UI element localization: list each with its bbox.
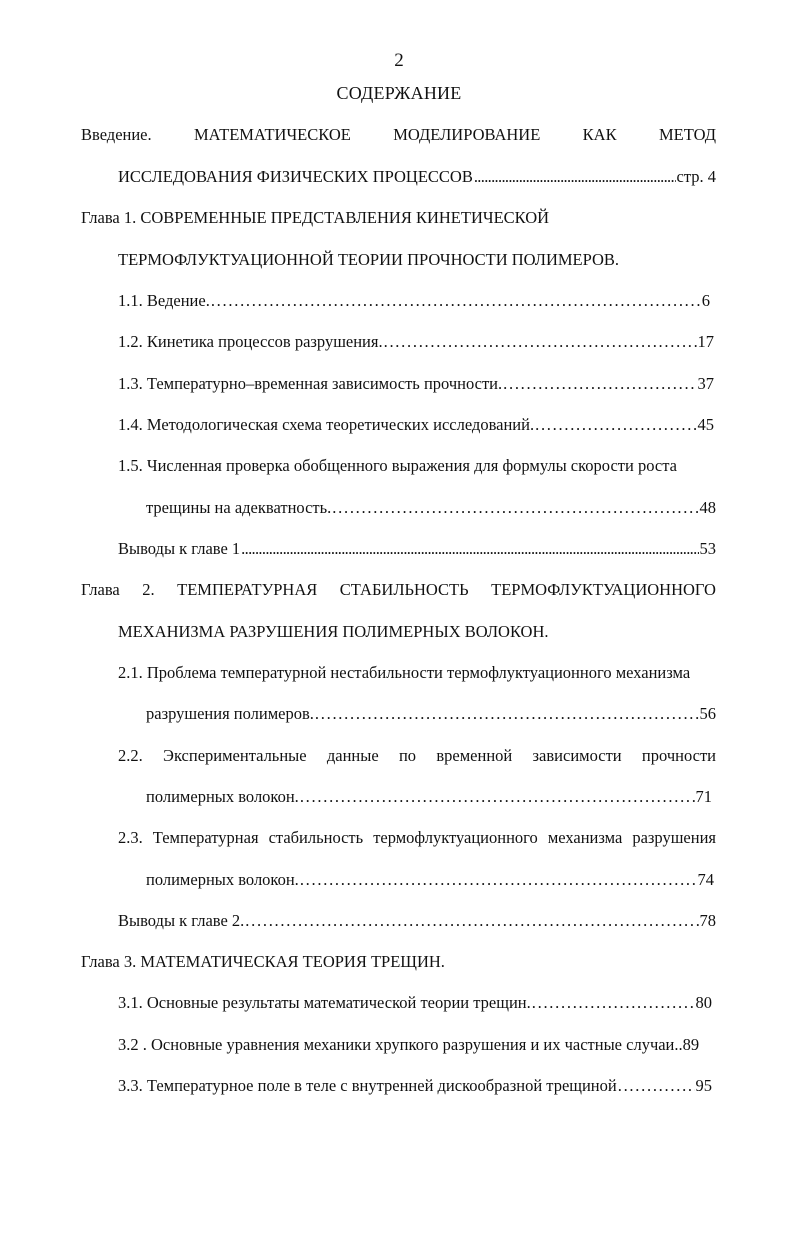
chapter2-word: 2.: [142, 580, 155, 599]
toc-page-ref: 45: [697, 415, 714, 434]
toc-page-ref: 37: [697, 374, 714, 393]
toc-chapter1-title-cont[interactable]: ТЕРМОФЛУКТУАЦИОННОЙ ТЕОРИИ ПРОЧНОСТИ ПОЛИМЕРОВ.: [118, 250, 620, 269]
section-word: по: [398, 746, 417, 765]
section-word: термофлуктуационного: [373, 828, 538, 847]
toc-entry-text: Выводы к главе 2.: [118, 911, 245, 930]
toc-entry-text: 3.1. Основные результаты математической теории трещин.: [118, 993, 531, 1012]
toc-page-ref: 53: [699, 539, 716, 558]
section-word: временной: [436, 746, 513, 765]
intro-word: КАК: [582, 125, 617, 144]
toc-page-ref: 17: [697, 332, 714, 351]
section-word: данные: [326, 746, 379, 765]
section-word: 2.3.: [118, 828, 143, 847]
toc-entry-text: полимерных волокон.: [146, 870, 299, 889]
page-title: СОДЕРЖАНИЕ: [336, 83, 462, 103]
toc-section-1-5-cont[interactable]: [146, 497, 716, 519]
chapter2-word: СТАБИЛЬНОСТЬ: [339, 580, 469, 599]
dot-leader: [384, 331, 697, 353]
chapter2-word: ТЕРМОФЛУКТУАЦИОННОГО: [491, 580, 716, 599]
toc-page-ref: 80: [695, 993, 712, 1012]
toc-chapter1-title[interactable]: Глава 1. СОВРЕМЕННЫЕ ПРЕДСТАВЛЕНИЯ КИНЕТИЧЕСКОЙ: [81, 208, 550, 227]
toc-page-ref: 6: [701, 291, 710, 310]
section-word: Температурная: [152, 828, 259, 847]
toc-chapter3-title[interactable]: Глава 3. МАТЕМАТИЧЕСКАЯ ТЕОРИЯ ТРЕЩИН.: [81, 952, 445, 971]
dot-leader: [532, 992, 695, 1014]
dot-leader: [245, 910, 698, 932]
section-word: стабильность: [268, 828, 364, 847]
section-word: механизма: [547, 828, 623, 847]
toc-chapter2-title[interactable]: [81, 579, 716, 601]
toc-chapter2-title-cont[interactable]: МЕХАНИЗМА РАЗРУШЕНИЯ ПОЛИМЕРНЫХ ВОЛОКОН.: [118, 622, 549, 641]
dot-leader: [474, 166, 676, 188]
toc-section-2-2-cont[interactable]: [146, 786, 712, 808]
toc-page-ref: 95: [695, 1076, 712, 1095]
toc-chapter1-conclusion[interactable]: [118, 538, 716, 560]
section-word: прочности: [641, 746, 716, 765]
chapter2-word: ТЕМПЕРАТУРНАЯ: [177, 580, 318, 599]
toc-entry-text: 3.2 . Основные уравнения механики хрупкого разрушения и их частные случаи..: [118, 1035, 683, 1054]
toc-intro-line2[interactable]: [118, 166, 716, 188]
section-word: Экспериментальные: [163, 746, 307, 765]
toc-chapter2-conclusion[interactable]: [118, 910, 716, 932]
toc-section-3-1[interactable]: [118, 992, 712, 1014]
chapter2-word: Глава: [81, 580, 120, 599]
dot-leader: [332, 497, 698, 519]
toc-entry-text: Выводы к главе 1: [118, 539, 241, 558]
toc-section-1-4[interactable]: [118, 414, 714, 436]
toc-page-ref: стр. 4: [676, 167, 716, 186]
toc-section-2-2[interactable]: [118, 745, 716, 767]
toc-entry-text: ИССЛЕДОВАНИЯ ФИЗИЧЕСКИХ ПРОЦЕССОВ: [118, 167, 473, 186]
toc-section-2-1[interactable]: 2.1. Проблема температурной нестабильности термофлуктуационного механизма: [118, 663, 691, 682]
toc-page-ref: 48: [699, 498, 716, 517]
toc-intro-line1[interactable]: [81, 124, 716, 146]
dot-leader: [315, 703, 699, 725]
toc-entry-text: 3.3. Температурное поле в теле с внутренней дискообразной трещиной: [118, 1076, 617, 1095]
toc-entry-text: 1.2. Кинетика процессов разрушения.: [118, 332, 383, 351]
dot-leader: [211, 290, 701, 312]
section-word: 2.2.: [118, 746, 143, 765]
toc-entry-text: разрушения полимеров.: [146, 704, 314, 723]
toc-section-3-2[interactable]: [118, 1034, 699, 1056]
toc-section-1-2[interactable]: [118, 331, 714, 353]
toc-page-ref: 71: [695, 787, 712, 806]
page-number: 2: [394, 50, 404, 71]
toc-section-2-3[interactable]: [118, 827, 716, 849]
toc-page-ref: 56: [699, 704, 716, 723]
dot-leader: [503, 373, 696, 395]
dot-leader: [535, 414, 696, 436]
toc-section-1-3[interactable]: [118, 373, 714, 395]
toc-entry-text: полимерных волокон.: [146, 787, 299, 806]
intro-word: МЕТОД: [658, 125, 716, 144]
toc-section-1-5[interactable]: 1.5. Численная проверка обобщенного выражения для формулы скорости роста: [118, 456, 677, 475]
toc-section-2-3-cont[interactable]: [146, 869, 714, 891]
intro-word: Введение.: [81, 125, 152, 144]
toc-page-ref: 74: [697, 870, 714, 889]
toc-page-ref: 89: [682, 1035, 700, 1054]
section-word: зависимости: [532, 746, 622, 765]
dot-leader: [300, 786, 695, 808]
intro-word: МАТЕМАТИЧЕСКОЕ: [194, 125, 351, 144]
dot-leader: [618, 1075, 695, 1097]
toc-section-1-1[interactable]: [118, 290, 710, 312]
toc-entry-text: трещины на адекватность.: [146, 498, 332, 517]
toc-section-3-3[interactable]: [118, 1075, 712, 1097]
dot-leader: [241, 538, 698, 560]
intro-word: МОДЕЛИРОВАНИЕ: [393, 125, 541, 144]
dot-leader: [300, 869, 697, 891]
toc-section-2-1-cont[interactable]: [146, 703, 716, 725]
section-word: разрушения: [632, 828, 716, 847]
toc-entry-text: 1.4. Методологическая схема теоретических исследований.: [118, 415, 535, 434]
toc-entry-text: 1.1. Ведение.: [118, 291, 210, 310]
toc-entry-text: 1.3. Температурно–временная зависимость прочности.: [118, 374, 503, 393]
toc-page-ref: 78: [699, 911, 716, 930]
